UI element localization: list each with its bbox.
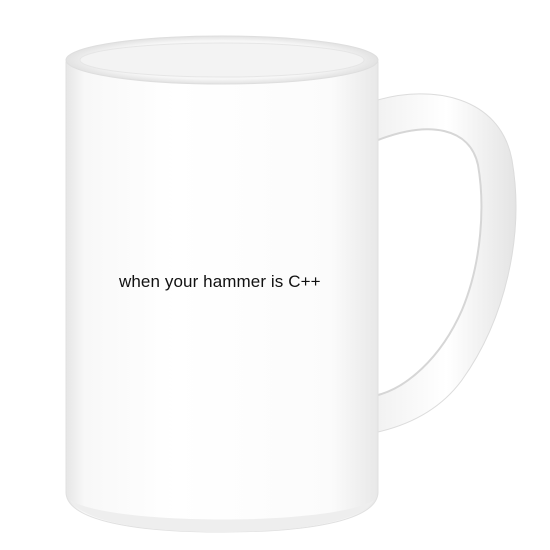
mug-body <box>66 62 378 532</box>
mug-handle <box>378 94 516 432</box>
mug-interior <box>80 43 364 77</box>
mug-printed-text: when your hammer is C++ <box>119 272 321 291</box>
